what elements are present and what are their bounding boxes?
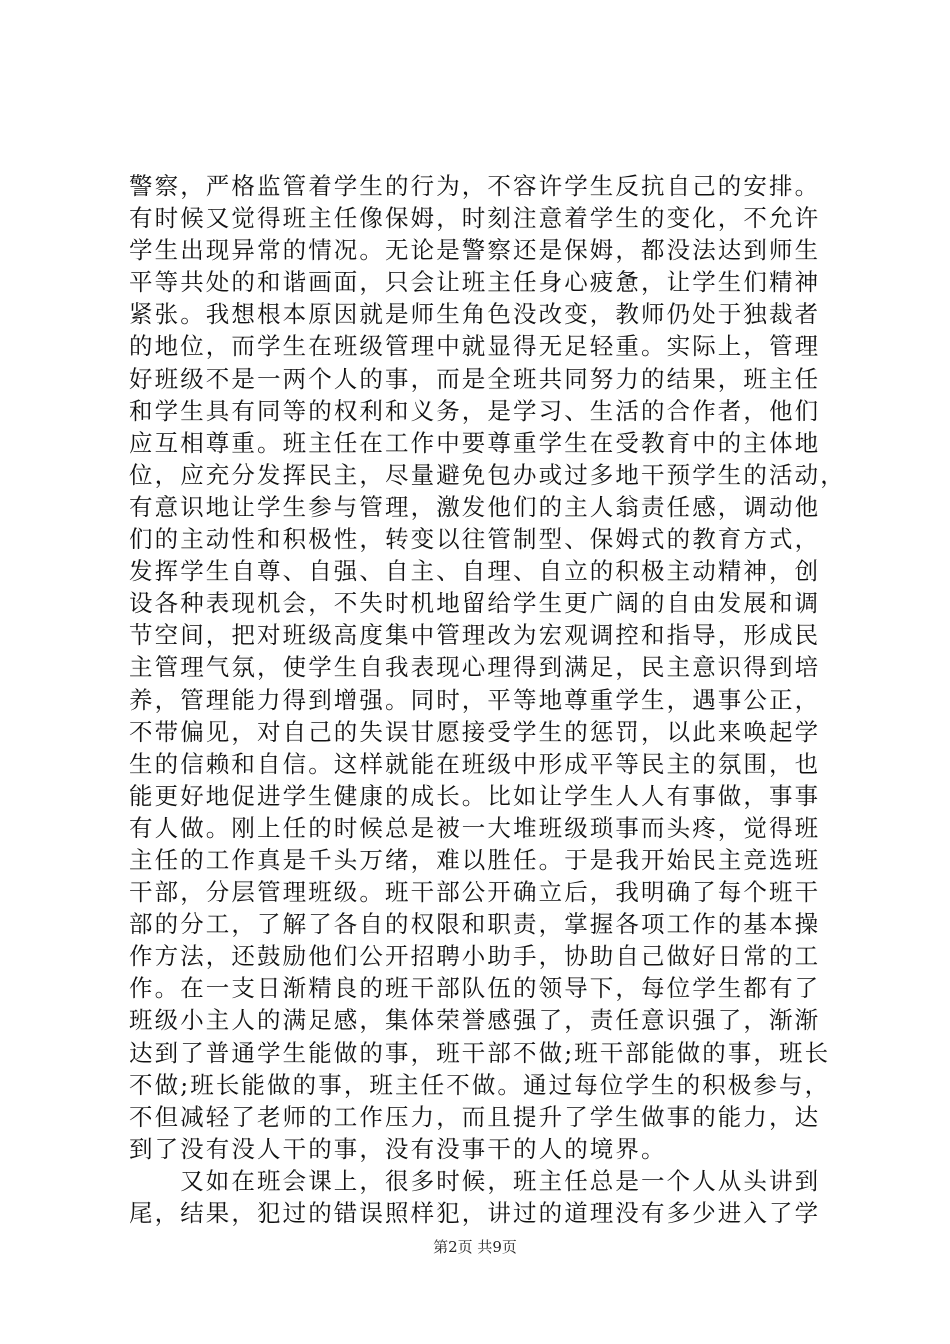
text-line: 又如在班会课上，很多时候，班主任总是一个人从头讲到: [129, 1166, 821, 1195]
text-line: 不做;班长能做的事，班主任不做。通过每位学生的积极参与，: [129, 1070, 831, 1099]
text-line: 作方法，还鼓励他们公开招聘小助手，协助自己做好日常的工: [129, 942, 821, 971]
body-text: [129, 170, 849, 1229]
text-line: 部的分工，了解了各自的权限和职责，掌握各项工作的基本操: [129, 910, 821, 939]
text-line: 位，应充分发挥民主，尽量避免包办或过多地干预学生的活动，: [129, 460, 846, 489]
text-line: 达到了普通学生能做的事，班干部不做;班干部能做的事，班长: [129, 1038, 831, 1067]
text-line: 生的信赖和自信。这样就能在班级中形成平等民主的氛围，也: [129, 749, 821, 778]
text-line: 们的主动性和积极性，转变以往管制型、保姆式的教育方式，: [129, 525, 821, 554]
text-line: 有意识地让学生参与管理，激发他们的主人翁责任感，调动他: [129, 492, 821, 521]
text-line: 干部，分层管理班级。班干部公开确立后，我明确了每个班干: [129, 878, 821, 907]
text-line: 平等共处的和谐画面，只会让班主任身心疲惫，让学生们精神: [129, 268, 821, 297]
text-line: 有时候又觉得班主任像保姆，时刻注意着学生的变化，不允许: [129, 204, 821, 233]
text-line: 不带偏见，对自己的失误甘愿接受学生的惩罚，以此来唤起学: [129, 717, 821, 746]
text-line: 主管理气氛，使学生自我表现心理得到满足，民主意识得到培: [129, 653, 821, 682]
text-line: 和学生具有同等的权利和义务，是学习、生活的合作者，他们: [129, 396, 821, 425]
text-line: 发挥学生自尊、自强、自主、自理、自立的积极主动精神，创: [129, 557, 821, 586]
text-line: 作。在一支日渐精良的班干部队伍的领导下，每位学生都有了: [129, 974, 821, 1003]
text-line: 到了没有没人干的事，没有没事干的人的境界。: [129, 1134, 667, 1163]
text-line: 警察，严格监管着学生的行为，不容许学生反抗自己的安排。: [129, 172, 821, 200]
text-line: 学生出现异常的情况。无论是警察还是保姆，都没法达到师生: [129, 236, 821, 265]
text-line: 的地位，而学生在班级管理中就显得无足轻重。实际上，管理: [129, 332, 821, 361]
text-line: 尾，结果，犯过的错误照样犯，讲过的道理没有多少进入了学: [129, 1199, 821, 1227]
text-line: 好班级不是一两个人的事，而是全班共同努力的结果，班主任: [129, 364, 821, 393]
text-line: 设各种表现机会，不失时机地留给学生更广阔的自由发展和调: [129, 589, 821, 618]
text-line: 能更好地促进学生健康的成长。比如让学生人人有事做，事事: [129, 781, 821, 810]
text-line: 有人做。刚上任的时候总是被一大堆班级琐事而头疼，觉得班: [129, 813, 821, 842]
text-line: 紧张。我想根本原因就是师生角色没改变，教师仍处于独裁者: [129, 300, 821, 329]
text-line: 应互相尊重。班主任在工作中要尊重学生在受教育中的主体地: [129, 428, 821, 457]
text-line: 不但减轻了老师的工作压力，而且提升了学生做事的能力，达: [129, 1102, 821, 1131]
text-line: 节空间，把对班级高度集中管理改为宏观调控和指导，形成民: [129, 621, 821, 650]
page-footer: 第2页 共9页: [433, 1238, 517, 1256]
text-line: 主任的工作真是千头万绪，难以胜任。于是我开始民主竞选班: [129, 845, 821, 874]
text-line: 班级小主人的满足感，集体荣誉感强了，责任意识强了，渐渐: [129, 1006, 821, 1035]
text-line: 养，管理能力得到增强。同时，平等地尊重学生，遇事公正，: [129, 685, 821, 714]
